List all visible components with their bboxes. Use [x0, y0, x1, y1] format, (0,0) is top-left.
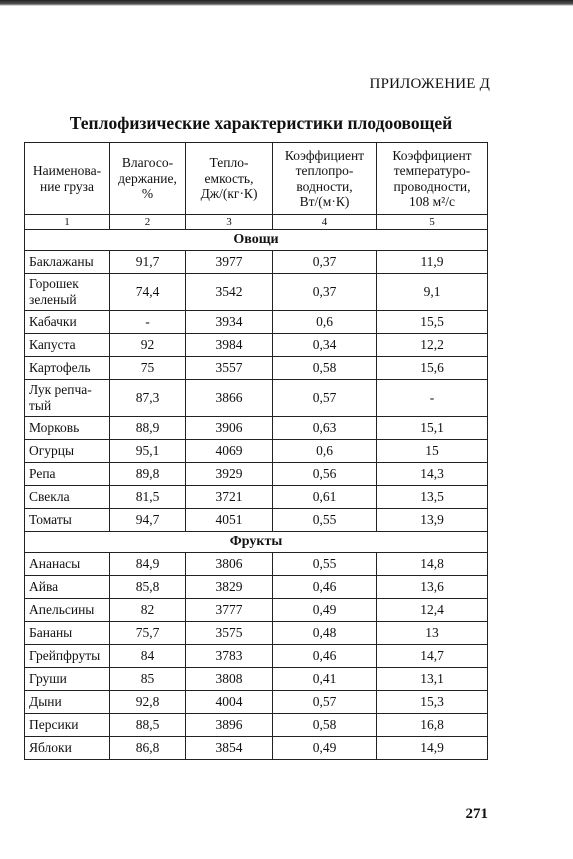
value-cell: - [377, 380, 488, 417]
cargo-name-cell: Груши [25, 668, 110, 691]
table-row [25, 357, 488, 380]
value-cell: 15 [377, 440, 488, 463]
cargo-name-cell: Кабачки [25, 311, 110, 334]
table-row [25, 553, 488, 576]
value-cell: 0,63 [273, 417, 377, 440]
value-cell: 3906 [186, 417, 273, 440]
value-cell: 13 [377, 622, 488, 645]
column-number: 4 [273, 215, 377, 230]
section-header-row [25, 532, 488, 553]
value-cell: 95,1 [110, 440, 186, 463]
appendix-label: ПРИЛОЖЕНИЕ Д [369, 76, 490, 92]
value-cell: 3783 [186, 645, 273, 668]
column-header-1: Наименова- ние груза [25, 143, 110, 215]
scan-edge [0, 0, 573, 6]
column-header-4: Коэффициент теплопро- водности, Вт/(м·К) [273, 143, 377, 215]
cargo-name-cell: Бананы [25, 622, 110, 645]
value-cell: 3777 [186, 599, 273, 622]
value-cell: 92,8 [110, 691, 186, 714]
table-row [25, 274, 488, 311]
value-cell: 15,3 [377, 691, 488, 714]
value-cell: 87,3 [110, 380, 186, 417]
table-row [25, 599, 488, 622]
cargo-name-cell: Лук репча- тый [25, 380, 110, 417]
value-cell: 3806 [186, 553, 273, 576]
value-cell: 84 [110, 645, 186, 668]
table-row [25, 645, 488, 668]
cargo-name-cell: Томаты [25, 509, 110, 532]
value-cell: 4069 [186, 440, 273, 463]
column-header-3: Тепло- емкость, Дж/(кг·К) [186, 143, 273, 215]
value-cell: 0,37 [273, 251, 377, 274]
table-row [25, 251, 488, 274]
section-title: Овощи [25, 230, 488, 251]
cargo-name-cell: Капуста [25, 334, 110, 357]
table-body [25, 230, 488, 760]
cargo-name-cell: Картофель [25, 357, 110, 380]
value-cell: 85,8 [110, 576, 186, 599]
value-cell: 0,48 [273, 622, 377, 645]
value-cell: 4051 [186, 509, 273, 532]
column-number: 1 [25, 215, 110, 230]
value-cell: 85 [110, 668, 186, 691]
cargo-name-cell: Огурцы [25, 440, 110, 463]
table-header-row [25, 143, 488, 215]
cargo-name-cell: Свекла [25, 486, 110, 509]
cargo-name-cell: Грейпфруты [25, 645, 110, 668]
value-cell: 0,6 [273, 440, 377, 463]
value-cell: 3829 [186, 576, 273, 599]
table-row [25, 576, 488, 599]
value-cell: 0,56 [273, 463, 377, 486]
cargo-name-cell: Репа [25, 463, 110, 486]
table-row [25, 334, 488, 357]
column-number: 2 [110, 215, 186, 230]
value-cell: 13,6 [377, 576, 488, 599]
value-cell: 3929 [186, 463, 273, 486]
value-cell: 0,46 [273, 645, 377, 668]
value-cell: 75,7 [110, 622, 186, 645]
table-row [25, 380, 488, 417]
value-cell: 9,1 [377, 274, 488, 311]
value-cell: 13,5 [377, 486, 488, 509]
value-cell: 94,7 [110, 509, 186, 532]
value-cell: 0,58 [273, 714, 377, 737]
table-row [25, 417, 488, 440]
value-cell: 14,9 [377, 737, 488, 760]
cargo-name-cell: Яблоки [25, 737, 110, 760]
table-row [25, 311, 488, 334]
value-cell: 88,5 [110, 714, 186, 737]
column-number-row [25, 215, 488, 230]
cargo-name-cell: Горошек зеленый [25, 274, 110, 311]
value-cell: 82 [110, 599, 186, 622]
value-cell: 3934 [186, 311, 273, 334]
value-cell: 14,7 [377, 645, 488, 668]
value-cell: 3808 [186, 668, 273, 691]
value-cell: 12,4 [377, 599, 488, 622]
column-header-5: Коэффициент температуро- проводности, 108 м²/с [377, 143, 488, 215]
cargo-name-cell: Морковь [25, 417, 110, 440]
value-cell: 15,6 [377, 357, 488, 380]
value-cell: 0,41 [273, 668, 377, 691]
section-header-row [25, 230, 488, 251]
value-cell: 3866 [186, 380, 273, 417]
value-cell: 0,49 [273, 599, 377, 622]
page-title: Теплофизические характеристики плодоовощей [69, 113, 453, 133]
section-title: Фрукты [25, 532, 488, 553]
value-cell: 0,55 [273, 553, 377, 576]
table-row [25, 668, 488, 691]
value-cell: 3721 [186, 486, 273, 509]
value-cell: 91,7 [110, 251, 186, 274]
value-cell: 3575 [186, 622, 273, 645]
value-cell: 3984 [186, 334, 273, 357]
value-cell: 4004 [186, 691, 273, 714]
value-cell: 0,49 [273, 737, 377, 760]
value-cell: 0,46 [273, 576, 377, 599]
value-cell: 0,58 [273, 357, 377, 380]
value-cell: 3557 [186, 357, 273, 380]
value-cell: 15,1 [377, 417, 488, 440]
column-number: 3 [186, 215, 273, 230]
value-cell: 16,8 [377, 714, 488, 737]
value-cell: 0,34 [273, 334, 377, 357]
value-cell: 3854 [186, 737, 273, 760]
value-cell: 14,8 [377, 553, 488, 576]
cargo-name-cell: Дыни [25, 691, 110, 714]
value-cell: 0,55 [273, 509, 377, 532]
table-row [25, 622, 488, 645]
value-cell: 0,6 [273, 311, 377, 334]
value-cell: 11,9 [377, 251, 488, 274]
value-cell: 0,37 [273, 274, 377, 311]
value-cell: 0,57 [273, 691, 377, 714]
value-cell: 75 [110, 357, 186, 380]
value-cell: 15,5 [377, 311, 488, 334]
cargo-name-cell: Баклажаны [25, 251, 110, 274]
value-cell: 14,3 [377, 463, 488, 486]
value-cell: 12,2 [377, 334, 488, 357]
value-cell: 74,4 [110, 274, 186, 311]
value-cell: 92 [110, 334, 186, 357]
value-cell: 3977 [186, 251, 273, 274]
column-header-2: Влагосо- держание, % [110, 143, 186, 215]
properties-table [24, 142, 488, 760]
value-cell: 86,8 [110, 737, 186, 760]
value-cell: 81,5 [110, 486, 186, 509]
table-row [25, 714, 488, 737]
value-cell: 88,9 [110, 417, 186, 440]
value-cell: 0,61 [273, 486, 377, 509]
value-cell: - [110, 311, 186, 334]
table-row [25, 737, 488, 760]
cargo-name-cell: Апельсины [25, 599, 110, 622]
table-row [25, 691, 488, 714]
value-cell: 0,57 [273, 380, 377, 417]
table-row [25, 509, 488, 532]
table-row [25, 440, 488, 463]
cargo-name-cell: Ананасы [25, 553, 110, 576]
table-row [25, 486, 488, 509]
cargo-name-cell: Персики [25, 714, 110, 737]
value-cell: 13,1 [377, 668, 488, 691]
value-cell: 84,9 [110, 553, 186, 576]
value-cell: 13,9 [377, 509, 488, 532]
value-cell: 89,8 [110, 463, 186, 486]
value-cell: 3896 [186, 714, 273, 737]
column-number: 5 [377, 215, 488, 230]
table-row [25, 463, 488, 486]
value-cell: 3542 [186, 274, 273, 311]
page-number: 271 [465, 806, 488, 822]
cargo-name-cell: Айва [25, 576, 110, 599]
